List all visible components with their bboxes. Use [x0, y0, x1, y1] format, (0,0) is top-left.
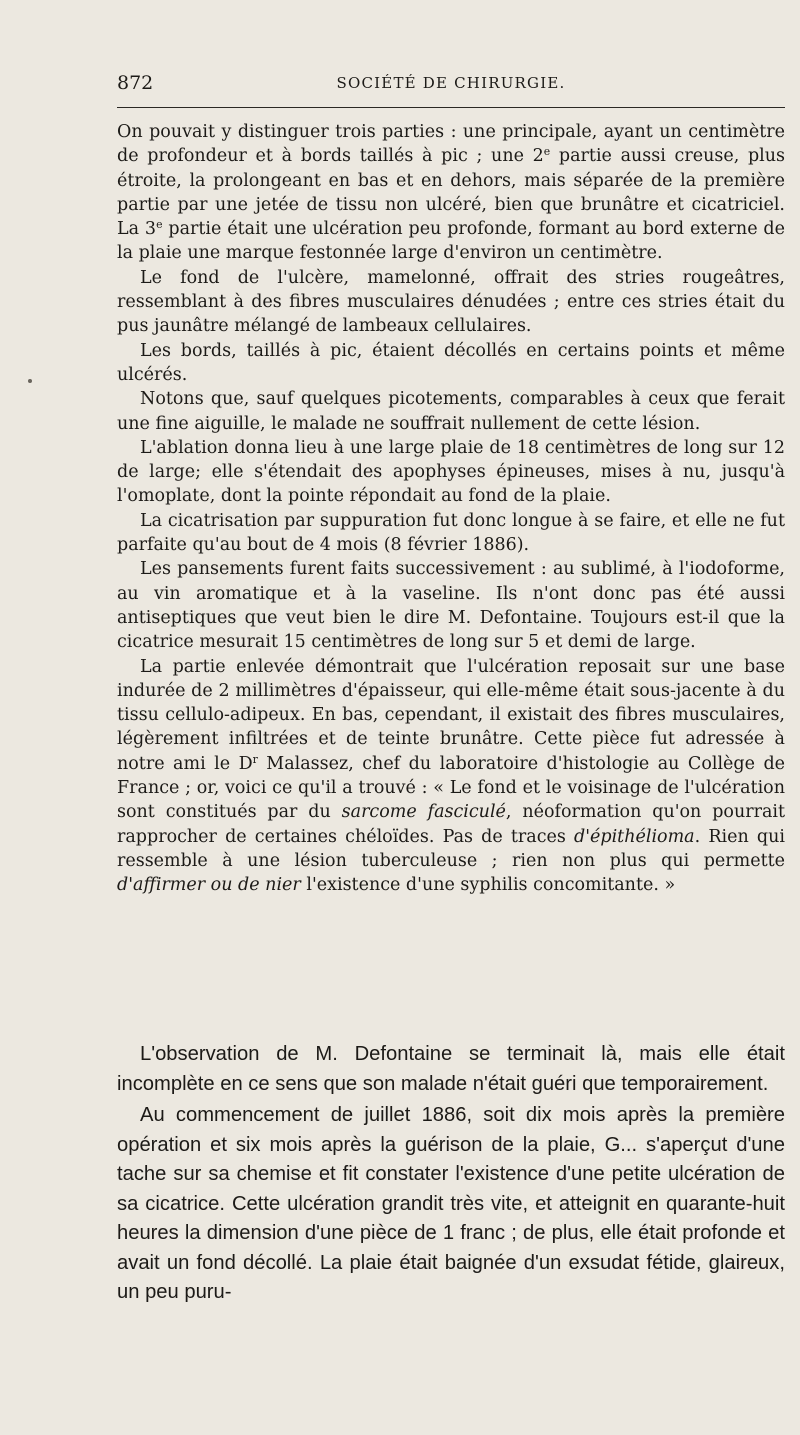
large-paragraph-1: L'observation de M. Defontaine se terminait là, mais elle était incomplète en ce sens que son malade n'était guéri que temporairement.	[117, 1043, 785, 1095]
paragraph-6: La cicatrisation par suppuration fut donc longue à se faire, et elle ne fut parfaite qu'au bout de 4 mois (8 février 1886).	[117, 510, 785, 556]
paragraph-1: On pouvait y distinguer trois parties : une principale, ayant un centimètre de profondeur et à bords taillés à pic ; une 2e partie aussi creuse, plus étroite, la prolongeant en bas et en dehors, mais séparée de la première partie par une jetée de tissu non ulcéré, bien que brunâtre et cicatriciel. La 3e partie était une ulcération peu profonde, formant au bord externe de la plaie une marque festonnée large d'environ un centimètre.	[117, 122, 786, 264]
paragraph-3: Les bords, taillés à pic, étaient décollés en certains points et même ulcérés.	[117, 340, 785, 385]
margin-mark	[28, 379, 32, 383]
paragraph-8: La partie enlevée démontrait que l'ulcération reposait sur une base indurée de 2 millimètres d'épaisseur, qui elle-même était sous-jacente à du tissu cellulo-adipeux. En bas, cependant, il existait des fibres musculaires, légèrement infiltrées et de teinte brunâtre. Cette pièce fut adressée à notre ami le $D^r$ Malassez, chef du laboratoire d'histologie au Collège de France ; or, voici ce qu'il a trouvé : « Le fond et le voisinage de l'ulcération sont constitués par du sarcome fasciculé, néoformation qu'on pourrait rapprocher de certaines chéloïdes. Pas de traces d'épithélioma. Rien qui ressemble à une lésion tuberculeuse ; rien non plus qui permette d'affirmer ou de nier l'existence d'une syphilis concomitante. »	[117, 656, 786, 896]
body-text	[117, 120, 785, 898]
large-body-text	[117, 1040, 785, 1308]
header-rule	[117, 107, 785, 108]
paragraph-7: Les pansements furent faits successivement : au sublimé, à l'iodoforme, au vin aromatique et à la vaseline. Ils n'ont donc pas été aussi antiseptiques que veut bien le dire M. Defontaine. Toujours est-il que la cicatrice mesurait 15 centimètres de long sur 5 et demi de large.	[117, 559, 785, 653]
running-title: SOCIÉTÉ DE CHIRURGIE.	[336, 74, 566, 92]
paragraph-5: L'ablation donna lieu à une large plaie de 18 centimètres de long sur 12 de large; elle s'étendait des apophyses épineuses, mises à nu, jusqu'à l'omoplate, dont la pointe répondait au fond de la plaie.	[117, 437, 785, 507]
large-paragraph-2: Au commencement de juillet 1886, soit dix mois après la première opération et six mois après la guérison de la plaie, G... s'aperçut d'une tache sur sa chemise et fit constater l'existence d'une petite ulcération de sa cicatrice. Cette ulcération grandit très vite, et atteignit en quarante-huit heures la dimension d'une pièce de 1 franc ; de plus, elle était profonde et avait un fond décollé. La plaie était baignée d'un exsudat fétide, glaireux, un peu puru-	[117, 1104, 785, 1303]
paragraph-4: Notons que, sauf quelques picotements, comparables à ceux que ferait une fine aiguille, le malade ne souffrait nullement de cette lésion.	[117, 389, 785, 434]
page-number: 872	[117, 72, 154, 94]
paragraph-2: Le fond de l'ulcère, mamelonné, offrait des stries rougeâtres, ressemblant à des fibres musculaires dénudées ; entre ces stries était du pus jaunâtre mélangé de lambeaux cellulaires.	[117, 267, 785, 337]
running-header	[117, 72, 785, 98]
